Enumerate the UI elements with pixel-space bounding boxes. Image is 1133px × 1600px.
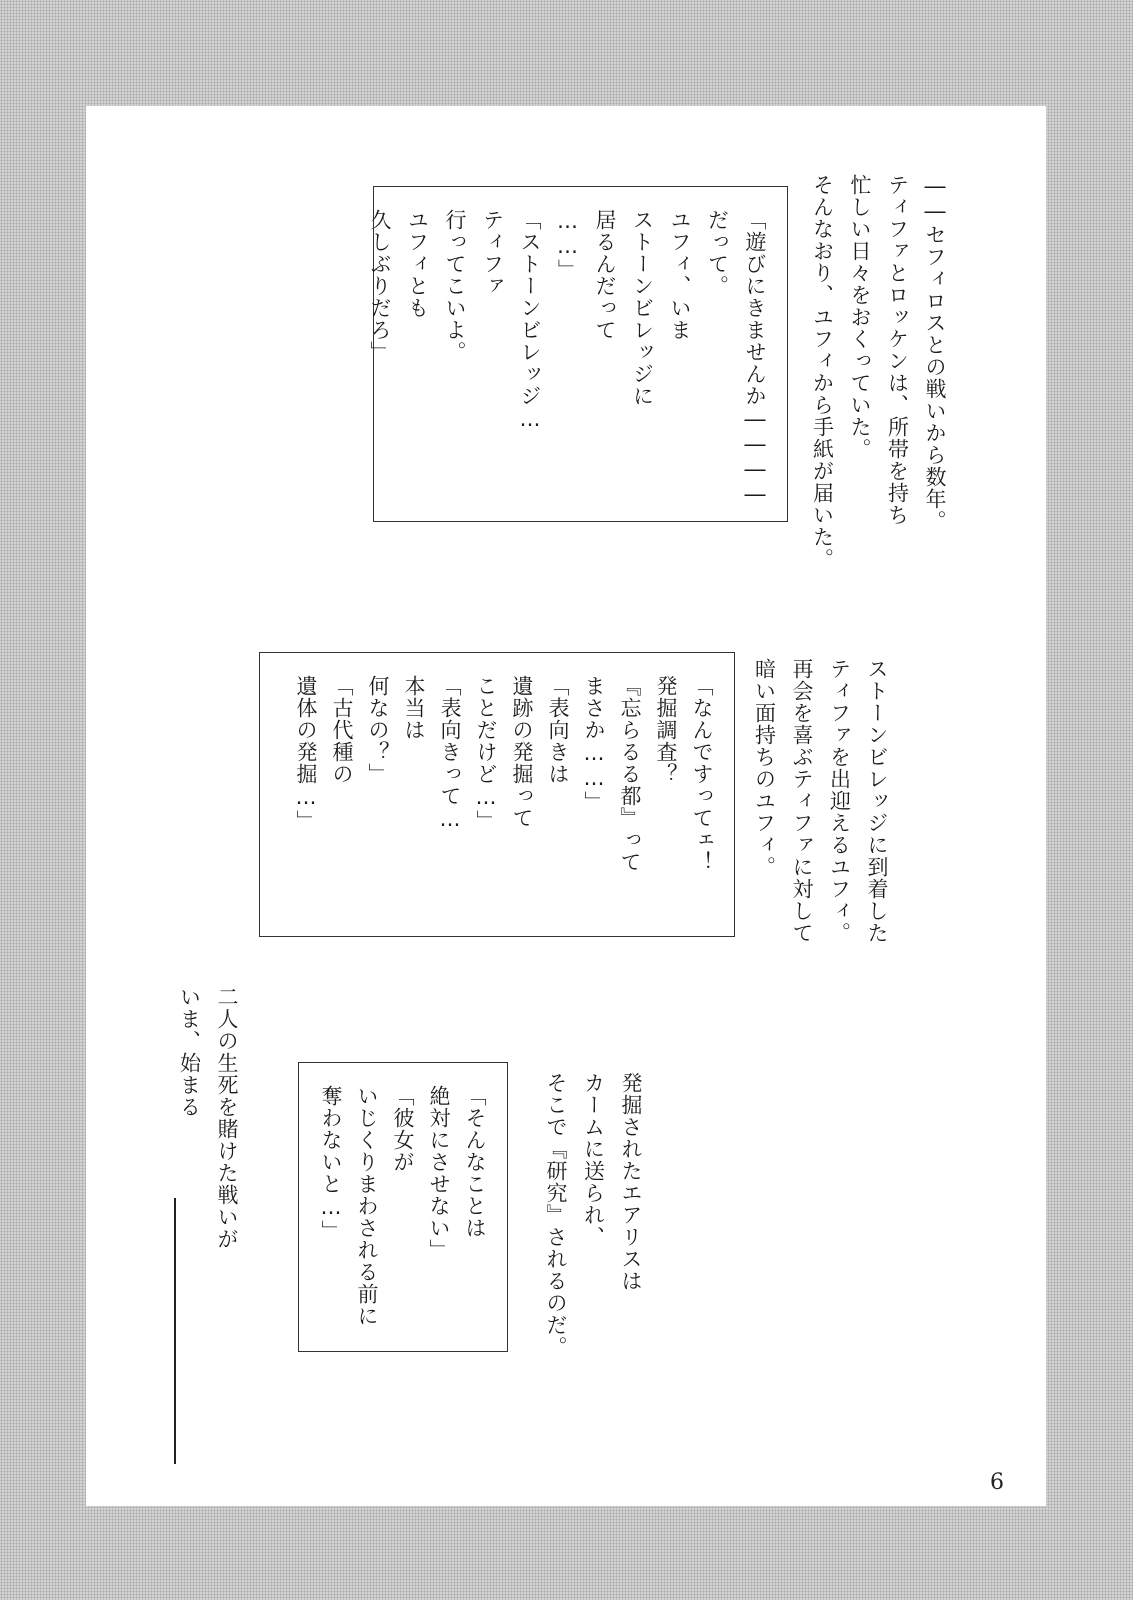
text-line: ……」 xyxy=(555,209,580,281)
text-line: ユフィとも xyxy=(405,209,430,319)
text-line: ことだけど…」 xyxy=(474,675,498,832)
text-line: 遺跡の発掘って xyxy=(510,675,534,829)
text-line: 「ストーンビレッジ… xyxy=(518,209,542,432)
dialog-box-2-text xyxy=(288,675,720,873)
page-number: 6 xyxy=(990,1470,1004,1495)
text-line: 発掘調査？ xyxy=(654,675,678,785)
narration-block-3 xyxy=(537,1072,650,1358)
narration-block-4 xyxy=(170,986,245,1250)
text-line: ――セフィロスとの戦いから数年。 xyxy=(923,174,947,532)
text-line: ストーンビレッジに xyxy=(630,209,655,407)
dialog-box-2 xyxy=(259,652,735,937)
text-line: 本当は xyxy=(402,675,426,741)
text-line: 「彼女が xyxy=(391,1085,415,1173)
text-line: 「表向きって… xyxy=(438,675,462,832)
text-line: 居るんだって xyxy=(593,209,617,341)
dialog-box-3 xyxy=(298,1062,508,1352)
text-line: 「遊びにきませんか―――― xyxy=(743,209,767,507)
text-line: 「そんなことは xyxy=(463,1085,487,1239)
text-line: ティファを出迎えるユフィ。 xyxy=(827,658,852,944)
text-line: カームに送られ、 xyxy=(581,1072,606,1248)
text-line: いじくりまわされる前に xyxy=(355,1085,379,1327)
text-line: 暗い面持ちのユフィ。 xyxy=(752,658,777,878)
text-line: 「なんですってェ！ xyxy=(690,675,714,873)
text-line: 遺体の発掘…」 xyxy=(294,675,318,832)
text-line: ストーンビレッジに到着した xyxy=(865,658,889,944)
text-line: 二人の生死を賭けた戦いが xyxy=(215,986,239,1250)
text-line: ティファとロッケンは、所帯を持ち xyxy=(885,174,910,526)
dialog-box-1 xyxy=(368,186,788,522)
text-line: いま、始まる xyxy=(177,986,202,1118)
narration-block-2 xyxy=(745,658,895,944)
dialog-box-3-text xyxy=(313,1085,493,1327)
text-line: 何なの？」 xyxy=(366,675,390,785)
narration-block-1 xyxy=(803,174,953,570)
text-line: そこで『研究』されるのだ。 xyxy=(544,1072,568,1358)
text-line: 「表向きは xyxy=(546,675,570,785)
text-line: だって。 xyxy=(705,209,730,297)
text-line: 「古代種の xyxy=(330,675,354,785)
text-line: 奪わないと…」 xyxy=(319,1085,343,1242)
closing-dash-line xyxy=(174,1198,176,1464)
text-line: まさか……」 xyxy=(582,675,606,813)
text-line: 行ってこいよ。 xyxy=(443,209,467,363)
text-line: そんなおり、ユフィから手紙が届いた。 xyxy=(810,174,835,570)
text-line: 忙しい日々をおくっていた。 xyxy=(848,174,872,460)
text-line: 久しぶりだろ」 xyxy=(368,209,392,363)
text-line: 発掘されたエアリスは xyxy=(619,1072,643,1292)
text-line: ティファ xyxy=(480,209,505,297)
text-line: ユフィ、いま xyxy=(668,209,692,341)
text-line: 『忘らるる都』って xyxy=(618,675,642,873)
text-line: 絶対にさせない」 xyxy=(427,1085,451,1261)
text-line: 再会を喜ぶティファに対して xyxy=(790,658,814,944)
dialog-box-1-text xyxy=(361,209,774,507)
